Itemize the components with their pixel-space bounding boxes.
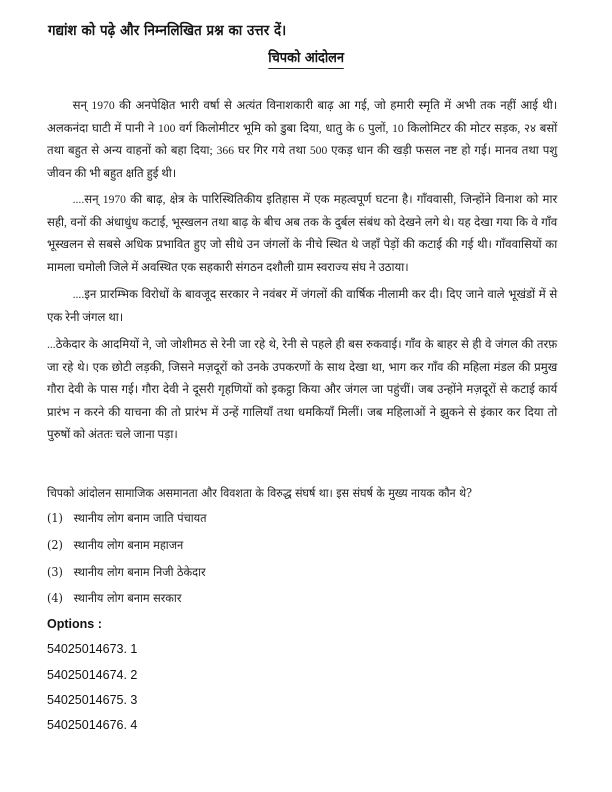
question-text: चिपको आंदोलन सामाजिक असमानता और विवशता के विरुद्ध संघर्ष था। इस संघर्ष के मुख्य नायक कौन थे?: [47, 486, 473, 500]
choice-number: (4): [47, 591, 63, 605]
option-item-2[interactable]: 54025014674. 2: [47, 668, 138, 682]
choice-text: स्थानीय लोग बनाम सरकार: [73, 591, 182, 605]
choice-text: स्थानीय लोग बनाम महाजन: [73, 538, 184, 552]
answer-choice-2: [47, 537, 183, 553]
instruction-text: गद्यांश को पढ़े और निम्नलिखित प्रश्न का उत्तर दें।: [48, 22, 287, 39]
passage-paragraph-1: सन् 1970 की अनपेक्षित भारी वर्षा से अत्यंत विनाशकारी बाढ़ आ गई, जो हमारी स्मृति में अभी तक नहीं आई थी। अलकनंदा घाटी में पानी ने 100 वर्ग किलोमीटर भूमि को डुबा दिया, धातु के 6 पुलों, 10 किलोमिटर की मोटर सड़क, २४ बसों तथा बहुत से अन्य वाहनों को बहा दिया; 366 घर गिर गये तथा 500 एकड़ धान की खड़ी फसल नष्ट हो गई। मानव तथा पशु जीवन की भी बहुत क्षति हुई थी।: [47, 98, 558, 180]
answer-choice-3: [47, 564, 206, 580]
passage-title-text: चिपको आंदोलन: [268, 48, 344, 69]
choice-text: स्थानीय लोग बनाम निजी ठेकेदार: [73, 565, 206, 579]
passage-paragraph-2: ....सन् 1970 की बाढ़, क्षेत्र के पारिस्थितिकीय इतिहास में एक महत्वपूर्ण घटना है। गाँववासी, जिन्होंने विनाश को मार सही, वनों की अंधाधुंध कटाई, भूस्खलन तथा बाढ़ के बीच अब तक के दुर्बल संबंध को देखने लगे थे। यह देखा गया कि वे गाँव भूस्खलन से सबसे अधिक प्रभावित हुए जो सीधे उन जंगलों के नीचे स्थित थे जहाँ पेड़ों की कटाई की गई थी। गाँववासियों का मामला चमोली जिले में अवस्थित एक सहकारी संगठन दशौली ग्राम स्वराज्य संघ ने उठाया।: [47, 192, 558, 274]
option-item-3[interactable]: 54025014675. 3: [47, 693, 138, 707]
options-label: Options :: [47, 617, 102, 631]
passage-paragraph-3: ....इन प्रारम्भिक विरोधों के बावजूद सरकार ने नवंबर में जंगलों की वार्षिक नीलामी कर दी। दिए जाने वाले भूखंडों में से एक रेनी जंगल था।: [47, 287, 558, 324]
choice-number: (1): [47, 511, 63, 525]
option-item-1[interactable]: 54025014673. 1: [47, 642, 138, 656]
passage-paragraph-4: ...ठेकेदार के आदमियों ने, जो जोशीमठ से रेनी जा रहे थे, रेनी से पहले ही बस रुकवाई। गाँव के बाहर से ही वे जंगल की तरफ़ जा रहे थे। एक छोटी लड़की, जिसने मज़दूरों को उनके उपकरणों के साथ देखा था, भाग कर गाँव की महिला मंडल की प्रमुख गौरा देवी के पास गई। गौरा देवी ने दूसरी गृहणियों को इकट्ठा किया और जंगल जा पहुंचीं। जब उन्होंने मज़दूरों से कटाई कार्य प्रारंभ न करने की याचना की तो प्रारंभ में उन्हें गालियाँ तथा धमकियाँ मिलीं। जब महिलाओं ने झुकने से इंकार कर दिया तो पुरुषों को अंततः चले जाना पड़ा।: [47, 337, 558, 441]
option-item-4[interactable]: 54025014676. 4: [47, 718, 138, 732]
choice-number: (3): [47, 565, 63, 579]
answer-choice-4: [47, 590, 181, 606]
answer-choice-1: [47, 510, 206, 526]
passage-title: [0, 48, 612, 69]
choice-text: स्थानीय लोग बनाम जाति पंचायत: [73, 511, 207, 525]
choice-number: (2): [47, 538, 63, 552]
